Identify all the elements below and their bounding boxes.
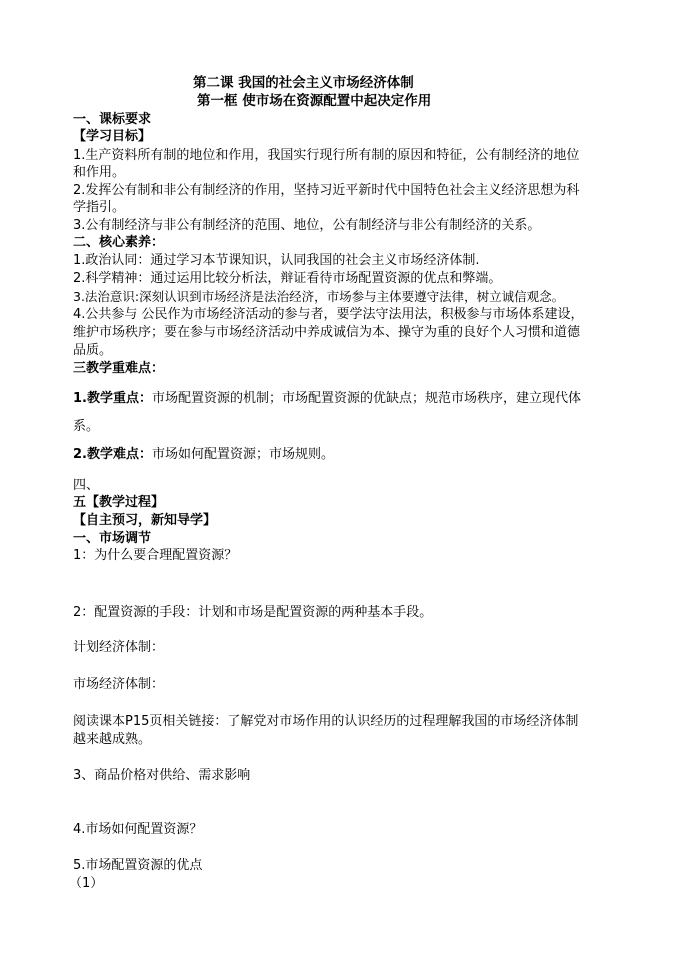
difficulty-label: 2.教学难点： (73, 447, 152, 462)
market-economy-label: 市场经济体制： (73, 677, 165, 692)
key-point-label: 1.教学重点： (73, 391, 152, 406)
question-3: 3、商品价格对供给、需求影响 (73, 768, 251, 783)
page-subtitle: 第一框 使市场在资源配置中起决定作用 (197, 93, 432, 109)
key-point-line-2: 系。 (73, 419, 100, 434)
goal-1-line-1: 1.生产资料所有制的地位和作用，我国实行现行所有制的原因和特征，公有制经济的地位 (73, 148, 580, 163)
core-4-line-3: 品质。 (73, 343, 113, 358)
section-heading-standards: 一、课标要求 (73, 112, 152, 127)
core-1: 1.政治认同：通过学习本节课知识，认同我国的社会主义市场经济体制. (73, 253, 480, 268)
subheading-self-study: 【自主预习，新知导学】 (73, 513, 217, 528)
question-2: 2：配置资源的手段：计划和市场是配置资源的两种基本手段。 (73, 605, 433, 620)
goal-2-line-2: 学指引。 (73, 200, 126, 215)
key-point-line-1 (73, 390, 581, 407)
section-heading-four: 四、 (73, 478, 100, 493)
question-1: 1：为什么要合理配置资源？ (73, 548, 238, 563)
question-5: 5.市场配置资源的优点 (73, 858, 203, 873)
core-4-line-1: 4.公共参与 公民作为市场经济活动的参与者，要学法守法用法，积极参与市场体系建设， (73, 307, 584, 322)
difficulty-line (73, 446, 334, 463)
key-point-text: 市场配置资源的机制；市场配置资源的优缺点；规范市场秩序，建立现代体 (151, 391, 581, 406)
core-4-line-2: 维护市场秩序；要在参与市场经济活动中养成诚信为本、操守为重的良好个人习惯和道德 (73, 325, 581, 340)
reading-line-2: 越来越成熟。 (73, 732, 152, 747)
core-2: 2.科学精神：通过运用比较分析法，辩证看待市场配置资源的优点和弊端。 (73, 271, 502, 286)
question-5-item-1: （1） (69, 876, 104, 891)
planned-economy-label: 计划经济体制： (73, 640, 165, 655)
goal-2-line-1: 2.发挥公有制和非公有制经济的作用，坚持习近平新时代中国特色社会主义经济思想为科 (73, 183, 580, 198)
section-heading-process: 五【教学过程】 (73, 495, 165, 510)
page-title: 第二课 我国的社会主义市场经济体制 (193, 75, 414, 91)
difficulty-text: 市场如何配置资源；市场规则。 (151, 447, 334, 462)
reading-line-1: 阅读课本P15页相关链接：了解党对市场作用的认识经历的过程理解我国的市场经济体制 (73, 714, 579, 729)
section-heading-key-points: 三教学重难点： (73, 361, 165, 376)
market-regulation-heading: 一、市场调节 (73, 531, 152, 546)
section-heading-core-literacy: 二、核心素养： (73, 235, 165, 250)
subheading-learning-goals: 【学习目标】 (73, 129, 152, 144)
goal-1-line-2: 和作用。 (73, 165, 126, 180)
question-4: 4.市场如何配置资源？ (73, 822, 203, 837)
goal-3: 3.公有制经济与非公有制经济的范围、地位，公有制经济与非公有制经济的关系。 (73, 218, 541, 233)
core-3: 3.法治意识:深刻认识到市场经济是法治经济，市场参与主体要遵守法律，树立诚信观念。 (73, 289, 565, 304)
